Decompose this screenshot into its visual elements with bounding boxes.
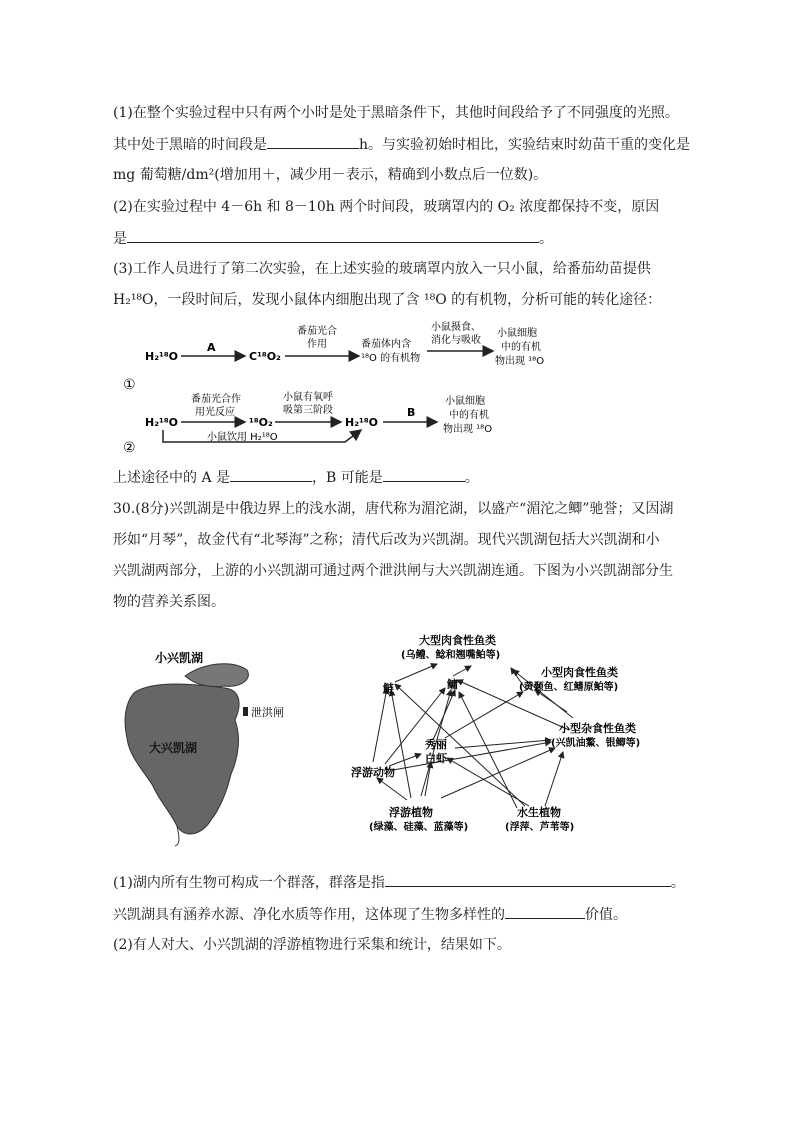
q30-part1-line1: (1)湖内所有生物可构成一个群落，群落是指 。 [113, 872, 685, 893]
arrow-phyto-omni [441, 748, 555, 798]
small-carnivore-label-1: 小型肉食性鱼类 [541, 666, 618, 679]
h2o-18-mouse-node: H₂¹⁸O [345, 416, 379, 429]
shrimp-label-1: 秀丽 [425, 738, 447, 751]
q30-intro-line3: 兴凯湖两部分，上游的小兴凯湖可通过两个泄洪闸与大兴凯湖连通。下图为小兴凯湖部分生 [113, 563, 673, 579]
label-b: B [407, 406, 416, 419]
small-carnivore-label-2: (黄颡鱼、红鳍原鲌等) [519, 682, 619, 693]
big-lake-shape [125, 684, 239, 834]
small-lake-label: 小兴凯湖 [155, 651, 204, 665]
omnivore-label-2: (兴凯油鰲、银鲫等) [551, 738, 641, 749]
phytoplankton-label-2: (绿藻、硅藻、蓝藻等) [369, 822, 469, 833]
mouse-cell-1-label-2: 中的有机 [501, 342, 541, 353]
18o2-node: ¹⁸O₂ [249, 416, 273, 429]
c18o2-node: C¹⁸O₂ [249, 350, 281, 363]
food-web-diagram [345, 630, 670, 848]
arrow-silvercarp-bigfish [395, 664, 437, 682]
h2o-18-start-node: H₂¹⁸O [145, 416, 179, 429]
small-lake-shape [185, 664, 248, 687]
arrow-aquatic-omni [545, 752, 563, 806]
q30-part2-line1: (2)有人对大、小兴凯湖的浮游植物进行采集和统计，结果如下。 [113, 937, 511, 953]
lake-outlet [175, 826, 179, 846]
mouse-cell-2-label-2: 中的有机 [449, 410, 489, 421]
big-carnivore-label-1: 大型肉食性鱼类 [419, 634, 496, 647]
drinking-label: 小鼠饮用 H₂¹⁸O [207, 432, 278, 443]
h2o-18-node: H₂¹⁸O [145, 350, 179, 363]
q30-intro-line2: 形如“月琴”，故金代有“北琴海”之称；清代后改为兴凯湖。现代兴凯湖包括大兴凯湖和小 [113, 532, 660, 548]
tomato-organic-label-2: ¹⁸O 的有机物 [361, 353, 421, 364]
q29-part3-line3: 上述途径中的 A 是 ，B 可能是 。 [113, 467, 479, 488]
route-2-number: ② [123, 440, 136, 456]
phytoplankton-label-1: 浮游植物 [389, 806, 433, 819]
q30-intro-line1: 30.(8分)兴凯湖是中俄边界上的浅水湖，唐代称为湄沱湖，以盛产“湄沱之鲫”驰誉；又因湖 [113, 501, 674, 517]
conversion-pathway-diagram [115, 314, 565, 464]
answer-blank-o2-reason[interactable] [127, 228, 539, 243]
feeding-label-2: 消化与吸收 [431, 335, 481, 346]
xingkai-lake-map [115, 640, 295, 850]
q29-part1-line2: 其中处于黑暗的时间段是 h。与实验初始时相比，实验结束时幼苗干重的变化是 [113, 134, 690, 155]
label-a: A [207, 341, 216, 354]
q29-part3-line2: H₂¹⁸O，一段时间后，发现小鼠体内细胞出现了含 ¹⁸O 的有机物，分析可能的转化途径： [113, 292, 662, 308]
arrow-zoo-silvercarp [373, 688, 387, 762]
arrow-bighead-bigfish [453, 666, 471, 676]
photosynthesis-label-2: 作用 [307, 339, 327, 350]
q30-part1-line2: 兴凯湖具有涵养水源、净化水质等作用，这体现了生物多样性的 价值。 [113, 904, 627, 925]
photosynthesis-label-1: 番茄光合 [297, 326, 337, 337]
answer-blank-a[interactable] [230, 467, 312, 482]
flood-gate-label: 泄洪闸 [251, 706, 284, 719]
mouse-cell-1-label-3: 物出现 ¹⁸O [495, 356, 545, 367]
silver-carp-label: 鲢 [383, 682, 394, 695]
tomato-organic-label-1: 番茄体内含 [361, 339, 411, 350]
answer-blank-biodiversity-value[interactable] [505, 904, 585, 919]
answer-blank-community-definition[interactable] [385, 872, 671, 887]
respiration-label-1: 小鼠有氧呼 [283, 392, 333, 403]
q29-part2-line2: 是 。 [113, 228, 553, 249]
arrow-shrimp-omni [455, 740, 551, 748]
answer-blank-b[interactable] [383, 467, 465, 482]
mouse-cell-1-label-1: 小鼠细胞 [497, 328, 537, 339]
aquatic-plant-label-2: (浮萍、芦苇等) [505, 822, 575, 833]
big-carnivore-label-2: (乌鳢、鲶和翘嘴鲌等) [401, 650, 501, 661]
arrow-shrimp-smallfish [445, 692, 523, 738]
q29-part1-line3: mg 葡萄糖/dm²(增加用＋，减少用－表示，精确到小数点后一位数)。 [113, 167, 548, 183]
respiration-label-2: 吸第三阶段 [283, 405, 333, 416]
omnivore-label-1: 小型杂食性鱼类 [559, 722, 636, 735]
big-lake-label: 大兴凯湖 [149, 741, 198, 755]
mouse-cell-2-label-1: 小鼠细胞 [445, 396, 485, 407]
flood-gate-marker [243, 707, 248, 716]
shrimp-label-2: 白虾 [425, 752, 447, 765]
q29-part2-line1: (2)在实验过程中 4－6h 和 8－10h 两个时间段，玻璃罩内的 O₂ 浓度都保持不变，原因 [113, 199, 660, 215]
answer-blank-dark-period[interactable] [267, 134, 359, 149]
arrow-phyto-silvercarp [391, 690, 411, 798]
light-reaction-label-1: 番茄光合作 [191, 394, 241, 405]
zooplankton-label: 浮游动物 [351, 766, 395, 779]
route-1-number: ① [123, 377, 136, 393]
q29-part1-line1: (1)在整个实验过程中只有两个小时是处于黑暗条件下，其他时间段给予了不同强度的光照。 [113, 105, 679, 121]
q30-intro-line4: 物的营养关系图。 [113, 594, 225, 610]
mouse-cell-2-label-3: 物出现 ¹⁸O [443, 424, 493, 435]
bighead-carp-label: 鳙 [447, 678, 458, 691]
feeding-label-1: 小鼠摄食、 [431, 322, 481, 333]
q29-part3-line1: (3)工作人员进行了第二次实验，在上述实验的玻璃罩内放入一只小鼠，给番茄幼苗提供 [113, 261, 651, 277]
arrow-phyto-zoo [377, 778, 407, 800]
aquatic-plant-label-1: 水生植物 [517, 806, 561, 819]
light-reaction-label-2: 用光反应 [195, 407, 235, 418]
